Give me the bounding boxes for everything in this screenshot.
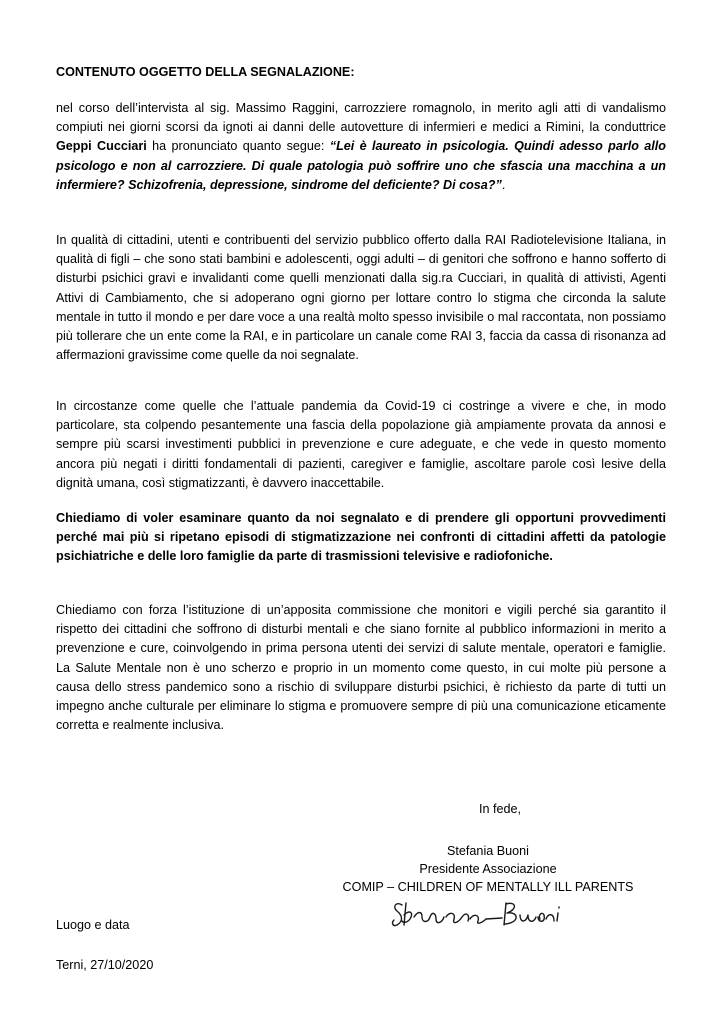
paragraph-commission: Chiediamo con forza l’istituzione di un’apposita commissione che monitori e vigili perché sia garantito il rispetto dei cittadini che soffrono di disturbi mentali e che siano fornite al pubblico informazioni in merito a prevenzione e cure, coinvolgendo in prima persona utenti dei servizi di salute mentale, operatori e famiglie. La Salute Mentale non è uno scherzo e proprio in un momento come questo, in cui molte più persone a causa dello stress pandemico sono a rischio di sviluppare disturbi psichici, è richiesto da parte di tutti un impegno anche culturale per eliminare lo stigma e promuovere sempre di più una comunicazione eticamente corretta e realmente inclusiva. (56, 603, 666, 733)
paragraph-interview-end: . (501, 177, 506, 192)
paragraph-pandemic: In circostanze come quelle che l’attuale pandemia da Covid-19 ci costringe a vivere e che, in modo particolare, sta colpendo pesantemente una fascia della popolazione già ampiamente provata da annosi e sempre più scarsi investimenti pubblici in prevenzione e cure adeguate, e che vede in questo momento ancora più negati i diritti fondamentali di pazienti, caregiver e famiglie, ascoltare parole così lesive della dignità umana, così stigmatizzanti, è davvero inaccettabile. (56, 399, 666, 490)
quoted-statement: “Lei è laureato in psicologia. Quindi adesso parlo allo psicologo e non al carrozziere. Di quale patologia può soffrire uno che sfascia una macchina a un infermiere? Schizofrenia, depressione, sindrome del deficiente? Di cosa?” (56, 139, 666, 192)
association-name: COMIP – CHILDREN OF MENTALLY ILL PARENTS (342, 880, 634, 894)
paragraph-request: Chiediamo di voler esaminare quanto da noi segnalato e di prendere gli opportuni provvedimenti perché mai più si ripetano episodi di stigmatizzazione nei confronti di cittadini affetti da patologie psichiatriche e delle loro famiglie da parte di trasmissioni televisive e radiofoniche. (56, 511, 666, 564)
signatory-role: Presidente Associazione (419, 862, 557, 876)
closing-salutation: In fede, (478, 802, 521, 816)
host-name: Geppi Cucciari (56, 139, 147, 154)
signatory-name: Stefania Buoni (447, 844, 529, 858)
handwritten-signature (388, 893, 572, 933)
paragraph-citizens: In qualità di cittadini, utenti e contribuenti del servizio pubblico offerto dalla RAI Radiotelevisione Italiana, in qualità di figli – che sono stati bambini e adolescenti, oggi adulti – di genitori che soffrono e hanno sofferto di disturbi psichici gravi e invalidanti come quelli menzionati dalla sig.ra Cucciari, in qualità di attivisti, Agenti Attivi di Cambiamento, che si adoperano ogni giorno per lottare contro lo stigma che circonda la salute mentale in tutto il mondo e per dare voce a una realtà molto spesso invisibile o mal raccontata, non possiamo più tollerare che un ente come la RAI, e in particolare un canale come RAI 3, faccia da cassa di risonanza ad affermazioni gravissime come quelle da noi segnalate. (56, 233, 666, 363)
paragraph-interview-part2: ha pronunciato quanto segue: (146, 139, 330, 154)
place-date-value: Terni, 27/10/2020 (56, 958, 154, 972)
section-heading: CONTENUTO OGGETTO DELLA SEGNALAZIONE: (56, 65, 355, 79)
paragraph-interview-part1: nel corso dell’intervista al sig. Massimo Raggini, carrozziere romagnolo, in merito agli atti di vandalismo compiuti nei giorni scorsi da ignoti ai danni delle autovetture di infermieri e medici a Rimini, la conduttrice (56, 101, 666, 135)
place-date-label: Luogo e data (56, 918, 130, 932)
paragraph-interview (56, 99, 666, 195)
